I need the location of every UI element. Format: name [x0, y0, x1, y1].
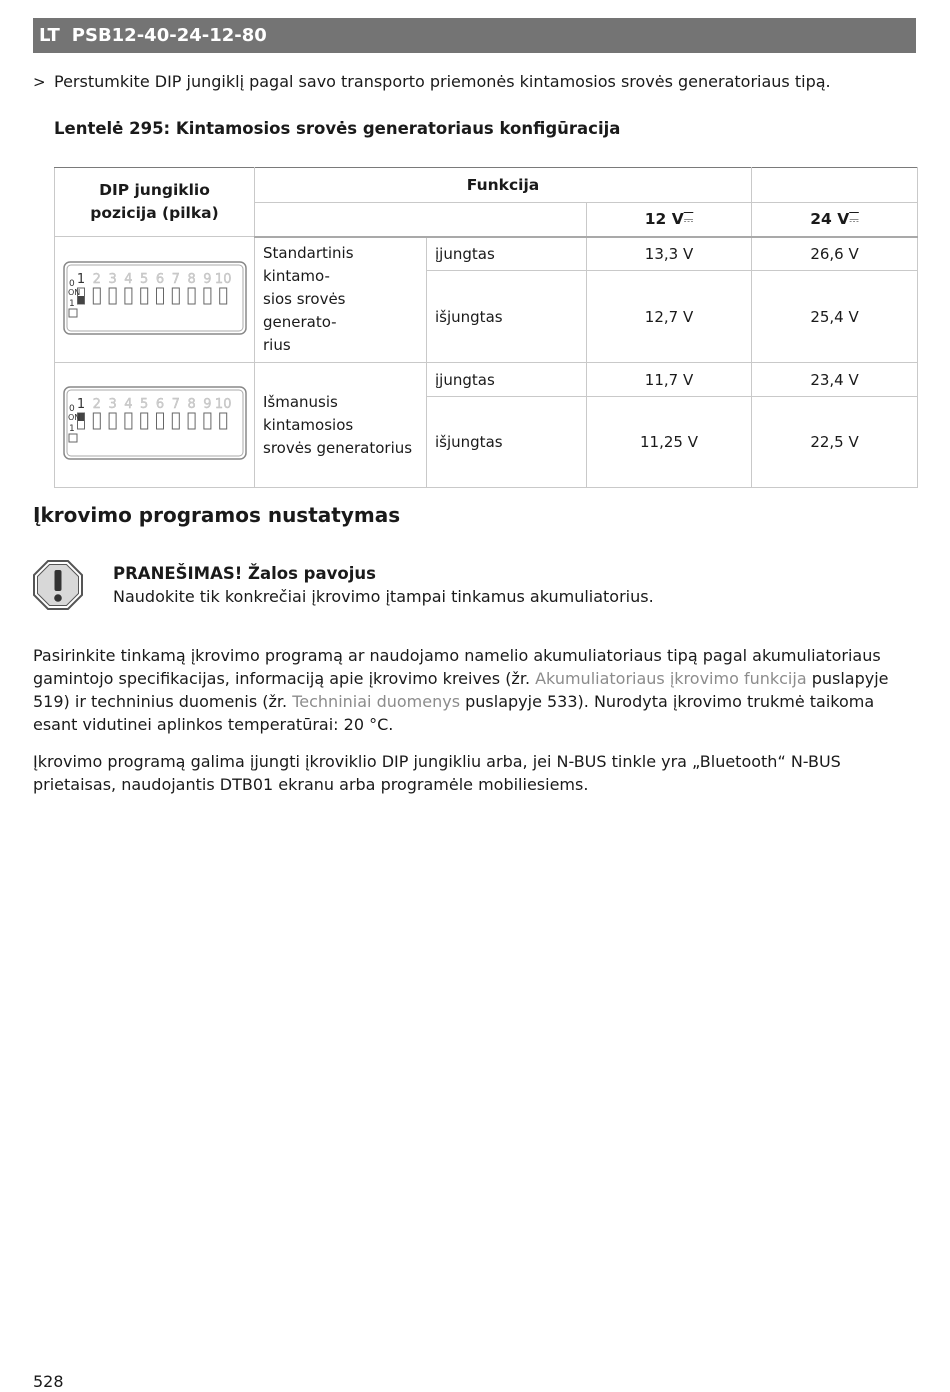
dip-number-label: 3 [107, 271, 117, 287]
header-function: Funkcija [255, 168, 752, 203]
dip-switch-lever [140, 288, 147, 304]
dip-zero-label: 0 [68, 404, 75, 414]
header-dip-line1: DIP jungiklio [99, 181, 210, 199]
row-description: Išmanusis kintamosios srovės generatorius [255, 363, 427, 488]
dip-number-label: 10 [214, 271, 231, 287]
dip-switch-lever [172, 413, 179, 429]
dip-switch-lever [188, 413, 195, 429]
page-number: 528 [33, 1372, 64, 1391]
dip-switch-cell [55, 363, 255, 488]
dip-number-label: 9 [202, 397, 212, 412]
value-12v: 11,25 V [587, 397, 752, 488]
value-24v: 23,4 V [752, 363, 918, 397]
dip-switch-lever [203, 288, 210, 304]
dip-switch-lever [124, 413, 131, 429]
dip-number-label: 8 [186, 397, 196, 412]
header-empty [752, 168, 918, 203]
value-24v: 22,5 V [752, 397, 918, 488]
state-label: įjungtas [427, 363, 587, 397]
dip-switch-lever [124, 288, 131, 304]
dip-switch-smart-icon [62, 385, 248, 461]
step-marker: > [33, 73, 46, 91]
dip-switch-lever [188, 288, 195, 304]
dip-number-label: 1 [76, 397, 85, 412]
language-code: LT [39, 25, 60, 46]
dip-on-label: ON [67, 413, 80, 422]
dip-switch-lever [93, 413, 100, 429]
instruction-text: Perstumkite DIP jungiklį pagal savo transporto priemonės kintamosios srovės generatoriaus tipą. [54, 72, 831, 91]
dip-number-label: 9 [202, 271, 212, 287]
page-header [33, 18, 916, 53]
dip-number-label: 5 [139, 397, 148, 412]
dip-number-label: 6 [155, 397, 164, 412]
dc-symbol-icon: ⎓ [683, 213, 694, 228]
row-description: Standartinis kintamo- sios srovės generato- rius [255, 237, 427, 363]
header-dip-line2: pozicija (pilka) [90, 204, 219, 222]
header-12v: 12 V⎓ [587, 203, 752, 237]
dip-on-label: ON [67, 287, 80, 297]
value-12v: 13,3 V [587, 237, 752, 271]
model-name: PSB12-40-24-12-80 [71, 25, 267, 46]
dip-number-label: 5 [139, 271, 148, 287]
dip-number-label: 7 [171, 271, 180, 287]
dip-number-label: 8 [186, 271, 196, 287]
dip-switch-cell [55, 237, 255, 363]
dc-symbol-icon: ⎓ [849, 213, 859, 228]
value-24v: 26,6 V [752, 237, 918, 271]
link-battery-charging-function[interactable]: Akumuliatoriaus įkrovimo funkcija [535, 669, 807, 688]
dip-switch-lever [219, 288, 226, 304]
notice-title: PRANEŠIMAS! Žalos pavojus [113, 564, 376, 583]
table-row [55, 363, 918, 397]
dip-switch-lever [140, 413, 147, 429]
dip-switch-lever [172, 288, 179, 304]
dip-number-label: 1 [76, 271, 85, 287]
dip-switch-lever [156, 288, 163, 304]
paragraph-dip-or-app: Įkrovimo programą galima įjungti įkroviklio DIP jungikliu arba, jei N-BUS tinkle yra „Bluetooth“ N-BUS prietaisas, naudojantis DTB01 ekranu arba programėle mobiliesiems. [33, 752, 841, 794]
table-caption: Lentelė 295: Kintamosios srovės generatoriaus konfigūracija [54, 119, 621, 138]
value-24v: 25,4 V [752, 271, 918, 363]
link-technical-data[interactable]: Techniniai duomenys [292, 692, 461, 711]
paragraph-charge-program: Pasirinkite tinkamą įkrovimo programą ar naudojamo namelio akumuliatoriaus tipą pagal akumuliatoriaus gamintojo specifikacijas, informaciją apie įkrovimo kreives (žr. Akumuliatoriaus įkrovimo funkcija puslapyje 519) ir techninius duomenis (žr. Techniniai duomenys puslapyje 533). Nurodyta įkrovimo trukmė taikoma esant vidutinei aplinkos temperatūrai: 20 °C. [33, 646, 889, 734]
alternator-config-table [54, 167, 918, 488]
state-label: išjungtas [427, 397, 587, 488]
dip-switch-lever [219, 413, 226, 429]
section-title: Įkrovimo programos nustatymas [33, 503, 401, 527]
dip-number-label: 2 [92, 397, 101, 412]
state-label: išjungtas [427, 271, 587, 363]
state-label: įjungtas [427, 237, 587, 271]
instruction-step [33, 71, 923, 93]
dip-number-label: 10 [214, 397, 231, 412]
dip-number-label: 6 [155, 271, 164, 287]
warning-octagon-icon [32, 559, 84, 611]
dip-switch-lever [93, 288, 100, 304]
dip-number-label: 4 [123, 271, 133, 287]
dip-switch-standard-icon [62, 260, 248, 336]
dip-switch-lever [203, 413, 210, 429]
dip-zero-label: 0 [68, 278, 75, 289]
header-blank [255, 203, 587, 237]
dip-switch-lever [109, 288, 116, 304]
value-12v: 12,7 V [587, 271, 752, 363]
dip-one-label: 1 [68, 298, 75, 309]
dip-one-label: 1 [68, 424, 75, 434]
dip-number-label: 4 [123, 397, 133, 412]
dip-number-label: 2 [92, 271, 101, 287]
dip-switch-lever [109, 413, 116, 429]
dip-switch-lever [156, 413, 163, 429]
value-12v: 11,7 V [587, 363, 752, 397]
table-row [55, 237, 918, 271]
header-24v: 24 V⎓ [752, 203, 918, 237]
dip-number-label: 3 [107, 397, 117, 412]
dip-number-label: 7 [171, 397, 180, 412]
header-dip-position [55, 168, 255, 237]
notice-text: Naudokite tik konkrečiai įkrovimo įtampai tinkamus akumuliatorius. [113, 587, 654, 606]
